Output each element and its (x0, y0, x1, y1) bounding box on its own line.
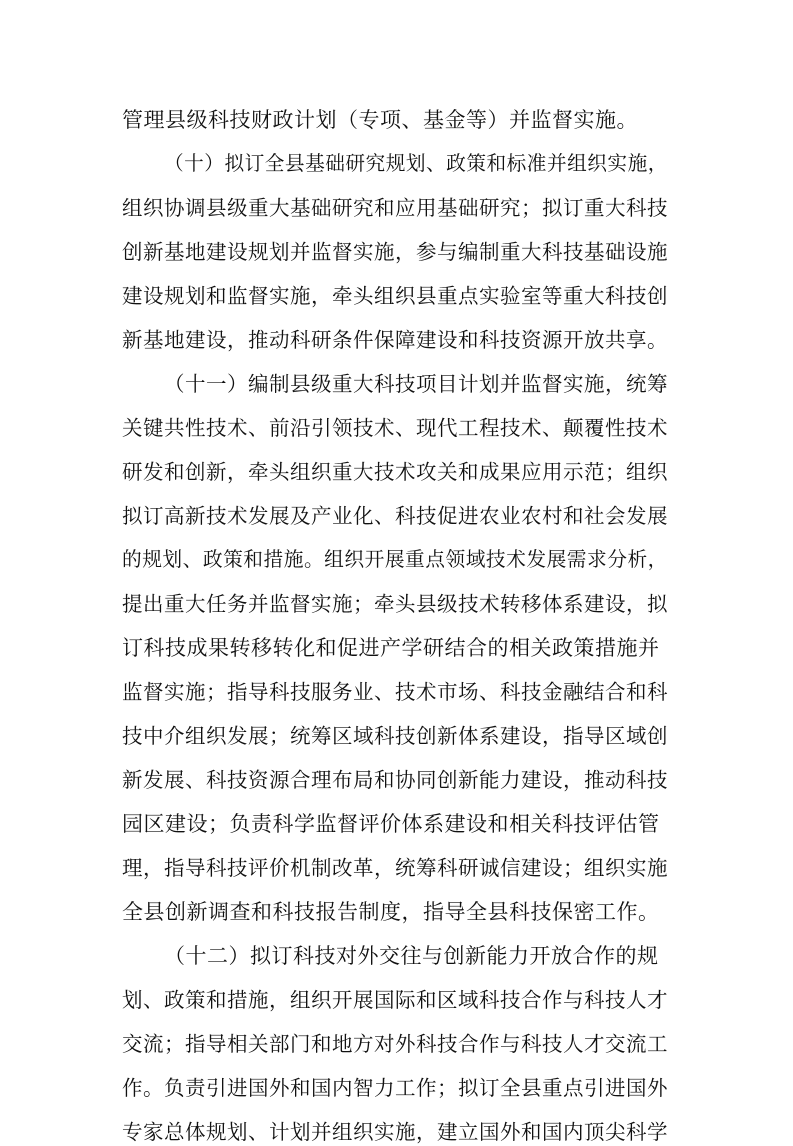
text-line: 专家总体规划、计划并组织实施，建立国外和国内顶尖科学 (122, 1120, 668, 1144)
text-line: 作。负责引进国外和国内智力工作；拟订全县重点引进国外 (122, 1076, 668, 1100)
text-line: 建设规划和监督实施，牵头组织县重点实验室等重大科技创 (122, 284, 668, 308)
text-line: 新基地建设，推动科研条件保障建设和科技资源开放共享。 (122, 328, 668, 352)
text-line: 提出重大任务并监督实施；牵头县级技术转移体系建设，拟 (122, 592, 668, 616)
text-line: 拟订高新技术发展及产业化、科技促进农业农村和社会发展 (122, 504, 668, 528)
text-line: 园区建设；负责科学监督评价体系建设和相关科技评估管 (122, 812, 660, 836)
paragraph-12-heading-line: （十二）拟订科技对外交往与创新能力开放合作的规 (164, 944, 659, 968)
text-line: 监督实施；指导科技服务业、技术市场、科技金融结合和科 (122, 680, 668, 704)
text-line: 全县创新调查和科技报告制度，指导全县科技保密工作。 (122, 900, 660, 924)
paragraph-10-heading-line: （十）拟订全县基础研究规划、政策和标准并组织实施， (164, 152, 668, 175)
text-line: 关键共性技术、前沿引领技术、现代工程技术、颠覆性技术 (122, 416, 668, 440)
text-line: 创新基地建设规划并监督实施，参与编制重大科技基础设施 (122, 240, 668, 264)
text-line: 交流；指导相关部门和地方对外科技合作与科技人才交流工 (122, 1032, 668, 1056)
text-line: 研发和创新，牵头组织重大技术攻关和成果应用示范；组织 (122, 460, 668, 484)
text-line: 划、政策和措施，组织开展国际和区域科技合作与科技人才 (122, 988, 668, 1012)
text-line: 技中介组织发展；统筹区域科技创新体系建设，指导区域创 (122, 724, 668, 748)
text-line: 组织协调县级重大基础研究和应用基础研究；拟订重大科技 (122, 196, 668, 220)
paragraph-11-heading-line: （十一）编制县级重大科技项目计划并监督实施，统筹 (164, 372, 668, 396)
text-line: 订科技成果转移转化和促进产学研结合的相关政策措施并 (122, 636, 660, 660)
text-line: 管理县级科技财政计划（专项、基金等）并监督实施。 (122, 108, 638, 132)
text-line: 新发展、科技资源合理布局和协同创新能力建设，推动科技 (122, 768, 668, 792)
text-line: 的规划、政策和措施。组织开展重点领域技术发展需求分析， (122, 548, 668, 571)
text-line: 理，指导科技评价机制改革，统筹科研诚信建设；组织实施 (122, 856, 668, 880)
